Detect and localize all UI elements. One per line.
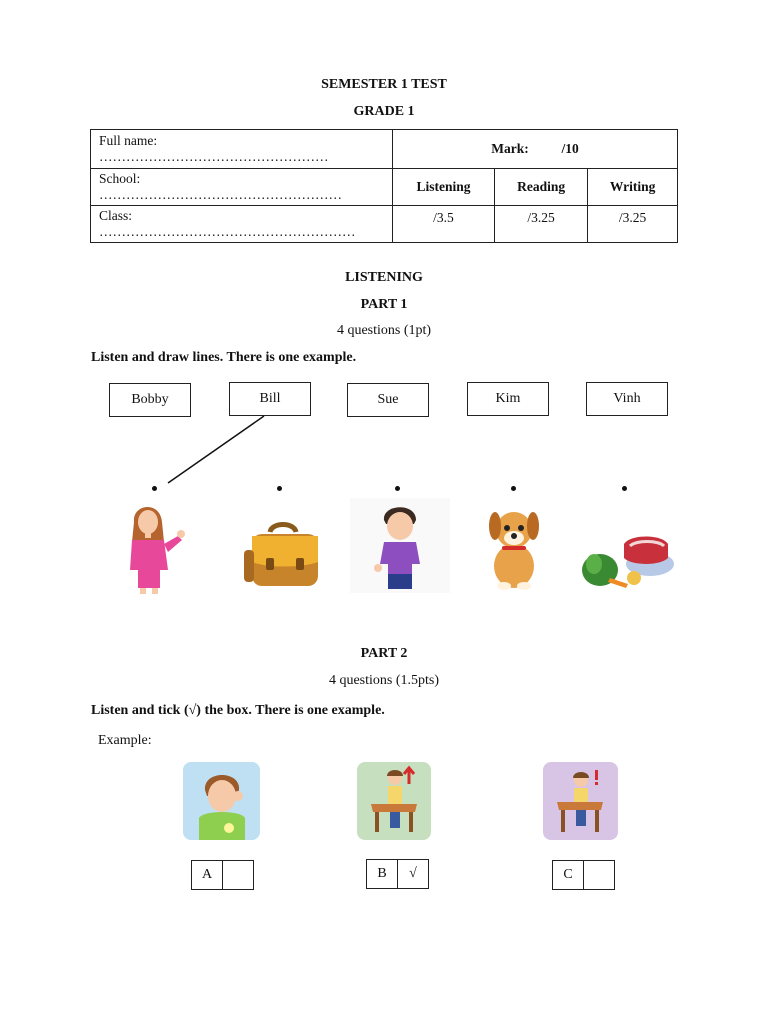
woman-picture [120,500,190,595]
option-c-box [552,860,615,888]
option-a-box [191,860,254,888]
vegetables-meat-picture [580,532,676,592]
match-dot-5[interactable] [622,486,627,491]
listening-header: Listening [393,169,495,206]
option-b-box [366,859,429,887]
part2-subtitle: 4 questions (1.5pts) [328,673,440,688]
option-c-letter: C [552,860,584,890]
school-label: School: ……………………………………………… [99,171,342,202]
reading-score: /3.25 [494,206,587,243]
boy-picture [350,498,450,593]
option-b-letter: B [366,859,398,889]
part2-instruction: Listen and tick (√) the box. There is one example. [91,703,385,718]
example-label: Example: [98,733,152,748]
reading-header: Reading [494,169,587,206]
option-b-tick-box[interactable]: √ [398,859,429,889]
name-box-bobby: Bobby [109,383,191,417]
test-title: SEMESTER 1 TEST [321,77,447,92]
option-a-tick-box[interactable] [223,860,254,890]
part1-instruction: Listen and draw lines. There is one example. [91,350,357,365]
part1-subtitle: 4 questions (1pt) [336,323,432,338]
part2-title: PART 2 [360,646,408,661]
grade-title: GRADE 1 [353,104,415,119]
match-dot-1[interactable] [152,486,157,491]
match-dot-2[interactable] [277,486,282,491]
name-box-kim: Kim [467,382,549,416]
option-a-letter: A [191,860,223,890]
name-box-bill: Bill [229,382,311,416]
option-c-tick-box[interactable] [584,860,615,890]
name-box-vinh: Vinh [586,382,668,416]
part1-title: PART 1 [360,297,408,312]
option-a-picture [183,762,260,840]
option-c-picture [543,762,618,840]
mark-total: /10 [561,141,579,156]
match-dot-3[interactable] [395,486,400,491]
school-bag-picture [242,522,328,590]
option-b-picture [357,762,431,840]
name-box-sue: Sue [347,383,429,417]
mark-label: Mark: [491,141,529,156]
dog-picture [482,500,546,592]
match-dot-4[interactable] [511,486,516,491]
listening-score: /3.5 [393,206,495,243]
full-name-label: Full name: …………………………………………… [99,133,329,164]
writing-score: /3.25 [588,206,678,243]
section-title: LISTENING [345,270,423,285]
writing-header: Writing [588,169,678,206]
class-label: Class: ………………………………………………… [99,208,356,239]
